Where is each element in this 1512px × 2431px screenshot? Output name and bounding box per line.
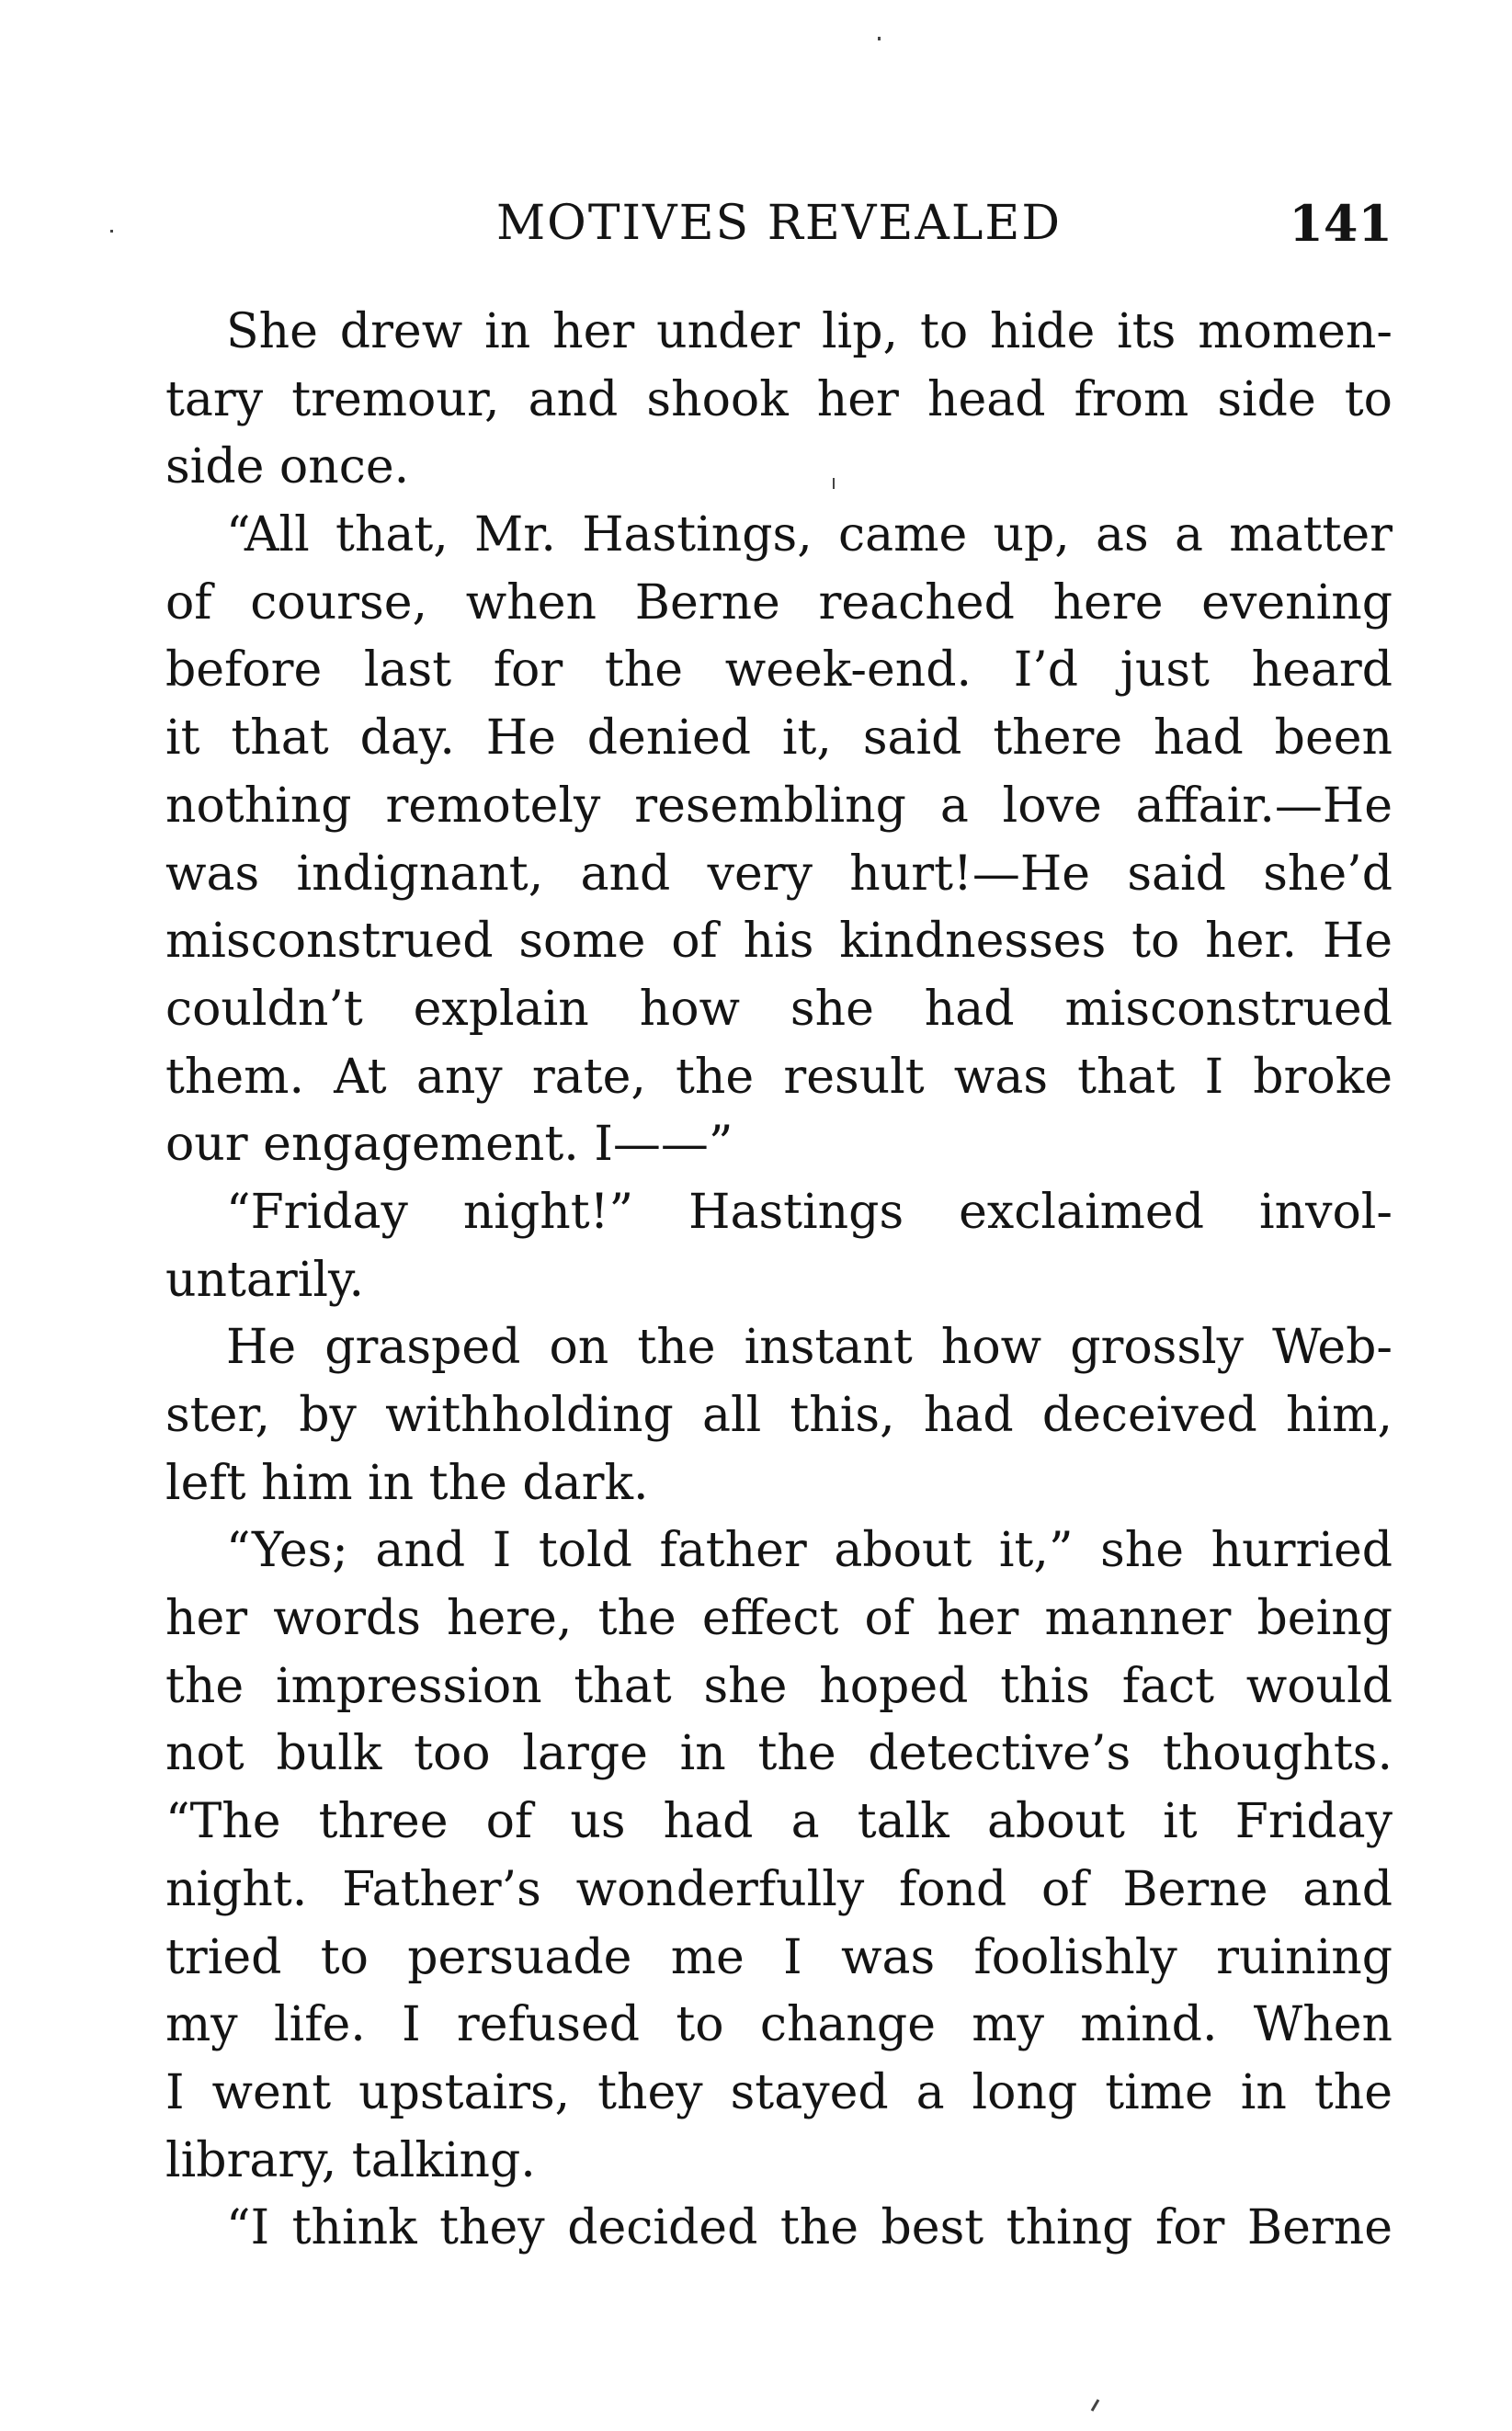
- text-line: her words here, the effect of her manner being: [165, 1591, 1393, 1647]
- text-line: “Friday night!” Hastings exclaimed invol-: [226, 1184, 1393, 1240]
- text-line: couldn’t explain how she had misconstrued: [165, 981, 1393, 1037]
- text-line: “Yes; and I told father about it,” she hurried: [226, 1523, 1393, 1579]
- text-line: of course, when Berne reached here evening: [165, 574, 1393, 630]
- print-speck: [110, 230, 113, 233]
- text-line: He grasped on the instant how grossly Web-: [226, 1320, 1393, 1376]
- print-speck: [1091, 2399, 1100, 2412]
- print-speck: [833, 478, 835, 489]
- text-line: library, talking.: [165, 2132, 536, 2188]
- text-line: the impression that she hoped this fact would: [165, 1658, 1393, 1714]
- text-line: “All that, Mr. Hastings, came up, as a matter: [226, 507, 1393, 563]
- text-line: misconstrued some of his kindnesses to her. He: [165, 914, 1393, 970]
- text-line: my life. I refused to change my mind. When: [165, 1997, 1393, 2053]
- text-line: them. At any rate, the result was that I broke: [165, 1049, 1393, 1105]
- text-line: before last for the week-end. I’d just heard: [165, 642, 1393, 699]
- body-text: [165, 299, 1393, 2263]
- page-number: 141: [1289, 194, 1393, 253]
- text-line: our engagement. I——”: [165, 1117, 733, 1173]
- text-line: side once.: [165, 439, 410, 495]
- text-line: untarily.: [165, 1252, 364, 1308]
- running-title: MOTIVES REVEALED: [495, 196, 1063, 251]
- text-line: tried to persuade me I was foolishly ruining: [165, 1929, 1393, 1985]
- text-line: left him in the dark.: [165, 1455, 649, 1511]
- text-line: I went upstairs, they stayed a long time in the: [165, 2064, 1393, 2120]
- text-line: night. Father’s wonderfully fond of Berne and: [165, 1861, 1393, 1917]
- text-line: ster, by withholding all this, had deceived him,: [165, 1388, 1393, 1443]
- text-line: was indignant, and very hurt!—He said she’d: [165, 846, 1393, 902]
- text-line: nothing remotely resembling a love affair.—He: [165, 778, 1393, 834]
- text-line: not bulk too large in the detective’s thoughts.: [165, 1726, 1393, 1782]
- text-line: “The three of us had a talk about it Friday: [165, 1794, 1393, 1850]
- text-line: “I think they decided the best thing for Berne: [226, 2200, 1393, 2256]
- text-line: tary tremour, and shook her head from side to: [165, 371, 1393, 427]
- text-line: it that day. He denied it, said there had been: [165, 710, 1393, 767]
- page-header: [165, 191, 1393, 256]
- print-speck: [878, 37, 881, 40]
- text-line: She drew in her under lip, to hide its momen-: [226, 304, 1393, 359]
